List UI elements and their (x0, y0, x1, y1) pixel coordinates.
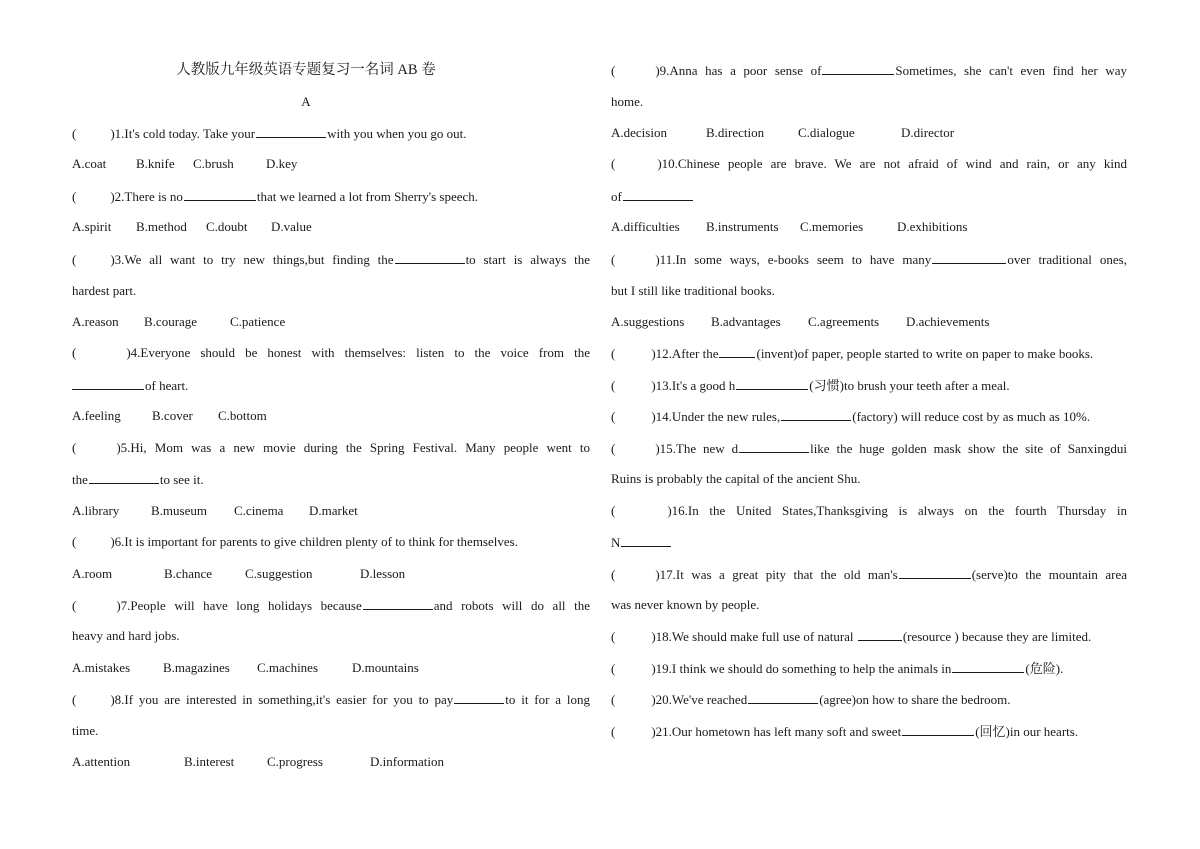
fill-blank[interactable] (736, 375, 808, 390)
question-3-cont: hardest part. (72, 283, 137, 298)
section-label: A (301, 94, 311, 109)
fill-blank[interactable] (739, 438, 809, 453)
option-b[interactable]: B.magazines (163, 660, 230, 675)
question-6: ( )6.It is important for parents to give children plenty of to think for themselves. (72, 534, 518, 549)
option-c[interactable]: C.patience (230, 314, 286, 329)
question-16: ( )16.In the United States,Thanksgiving is always on the fourth Thursday in (611, 503, 1127, 518)
option-c[interactable]: C.suggestion (245, 566, 313, 581)
question-4-cont: of heart. (72, 375, 590, 395)
option-d[interactable]: D.key (266, 156, 298, 171)
fill-blank[interactable] (184, 186, 256, 201)
question-9: ( )9.Anna has a poor sense of Sometimes, she can't even find her way (611, 60, 1127, 80)
option-a[interactable]: A.suggestions (611, 314, 685, 329)
option-a[interactable]: A.room (72, 566, 113, 581)
question-17: ( )17.It was a great pity that the old man's (serve)to the mountain area (611, 564, 1127, 584)
option-d[interactable]: D.director (901, 125, 955, 140)
option-c[interactable]: C.doubt (206, 219, 248, 234)
option-b[interactable]: B.cover (152, 408, 193, 423)
option-b[interactable]: B.method (136, 219, 187, 234)
question-18: ( )18.We should make full use of natural (resource ) because they are limited. (611, 626, 1127, 646)
question-11-cont: but I still like traditional books. (611, 283, 775, 298)
question-4: ( )4.Everyone should be honest with themselves: listen to the voice from the (72, 345, 590, 360)
option-d[interactable]: D.information (370, 754, 445, 769)
question-14: ( )14.Under the new rules, (factory) will reduce cost by as much as 10%. (611, 406, 1127, 426)
fill-blank[interactable] (621, 532, 671, 547)
fill-blank[interactable] (395, 249, 465, 264)
question-3: ( )3.We all want to try new things,but finding the to start is always the (72, 249, 590, 269)
question-5: ( )5.Hi, Mom was a new movie during the Spring Festival. Many people went to (72, 440, 590, 455)
option-a[interactable]: A.feeling (72, 408, 121, 423)
question-21: ( )21.Our hometown has left many soft and sweet (回忆)in our hearts. (611, 721, 1127, 741)
option-c[interactable]: C.cinema (234, 503, 284, 518)
fill-blank[interactable] (781, 406, 851, 421)
question-5-options (72, 501, 590, 521)
question-19: ( )19.I think we should do something to help the animals in (危险). (611, 658, 1127, 678)
question-7-cont: heavy and hard jobs. (72, 628, 180, 643)
question-6-options (72, 564, 590, 584)
question-7: ( )7.People will have long holidays because and robots will do all the (72, 595, 590, 615)
question-8-cont: time. (72, 723, 99, 738)
fill-blank[interactable] (89, 469, 159, 484)
question-12: ( )12.After the (invent)of paper, people started to write on paper to make books. (611, 343, 1127, 363)
page-title: 人教版九年级英语专题复习一名词 AB 卷 (176, 62, 436, 78)
option-c[interactable]: C.machines (257, 660, 319, 675)
fill-blank[interactable] (902, 721, 974, 736)
option-c[interactable]: C.dialogue (798, 125, 855, 140)
fill-blank[interactable] (719, 343, 755, 358)
question-1-options (72, 154, 590, 174)
option-c[interactable]: C.agreements (808, 314, 880, 329)
question-11: ( )11.In some ways, e-books seem to have many over traditional ones, (611, 249, 1127, 269)
option-b[interactable]: B.chance (164, 566, 213, 581)
question-3-options (72, 312, 590, 332)
question-4-options (72, 406, 590, 426)
fill-blank[interactable] (748, 689, 818, 704)
option-a[interactable]: A.mistakes (72, 660, 131, 675)
question-2: ( )2.There is no that we learned a lot from Sherry's speech. (72, 186, 590, 206)
option-d[interactable]: D.achievements (906, 314, 990, 329)
option-a[interactable]: A.library (72, 503, 120, 518)
option-a[interactable]: A.spirit (72, 219, 112, 234)
fill-blank[interactable] (952, 658, 1024, 673)
fill-blank[interactable] (899, 564, 971, 579)
option-c[interactable]: C.memories (800, 219, 864, 234)
question-10-options (611, 217, 1127, 237)
fill-blank[interactable] (932, 249, 1006, 264)
question-10-cont: of (611, 186, 1127, 206)
question-8-options (72, 752, 590, 772)
option-b[interactable]: B.instruments (706, 219, 779, 234)
fill-blank[interactable] (72, 375, 144, 390)
option-a[interactable]: A.attention (72, 754, 131, 769)
question-13: ( )13.It's a good h (习惯)to brush your teeth after a meal. (611, 375, 1127, 395)
question-15: ( )15.The new d like the huge golden mask show the site of Sanxingdui (611, 438, 1127, 458)
question-20: ( )20.We've reached (agree)on how to share the bedroom. (611, 689, 1127, 709)
option-a[interactable]: A.difficulties (611, 219, 680, 234)
fill-blank[interactable] (363, 595, 433, 610)
question-9-options (611, 123, 1127, 143)
option-b[interactable]: B.museum (151, 503, 207, 518)
option-b[interactable]: B.advantages (711, 314, 781, 329)
fill-blank[interactable] (454, 689, 504, 704)
option-d[interactable]: D.market (309, 503, 358, 518)
option-b[interactable]: B.knife (136, 156, 175, 171)
option-b[interactable]: B.interest (184, 754, 235, 769)
fill-blank[interactable] (858, 626, 902, 641)
option-c[interactable]: C.brush (193, 156, 234, 171)
question-15-cont: Ruins is probably the capital of the ancient Shu. (611, 471, 861, 486)
option-b[interactable]: B.courage (144, 314, 198, 329)
question-2-options (72, 217, 590, 237)
question-11-options (611, 312, 1127, 332)
option-d[interactable]: D.exhibitions (897, 219, 968, 234)
answer-paren: ( (72, 126, 77, 141)
fill-blank[interactable] (256, 123, 326, 138)
question-16-cont: N (611, 532, 1127, 552)
question-7-options (72, 658, 590, 678)
fill-blank[interactable] (623, 186, 693, 201)
option-d[interactable]: D.lesson (360, 566, 406, 581)
fill-blank[interactable] (822, 60, 894, 75)
option-c[interactable]: C.bottom (218, 408, 267, 423)
option-b[interactable]: B.direction (706, 125, 765, 140)
question-8: ( )8.If you are interested in something,it's easier for you to pay to it for a long (72, 689, 590, 709)
question-1: ( )1.It's cold today. Take your with you when you go out. (72, 123, 590, 143)
option-d[interactable]: D.mountains (352, 660, 419, 675)
question-10: ( )10.Chinese people are brave. We are not afraid of wind and rain, or any kind (611, 156, 1127, 171)
option-a[interactable]: A.coat (72, 156, 107, 171)
option-a[interactable]: A.decision (611, 125, 667, 140)
question-5-cont: the to see it. (72, 469, 590, 489)
option-a[interactable]: A.reason (72, 314, 119, 329)
option-d[interactable]: D.value (271, 219, 312, 234)
option-c[interactable]: C.progress (267, 754, 323, 769)
question-17-cont: was never known by people. (611, 597, 760, 612)
question-9-cont: home. (611, 94, 644, 109)
